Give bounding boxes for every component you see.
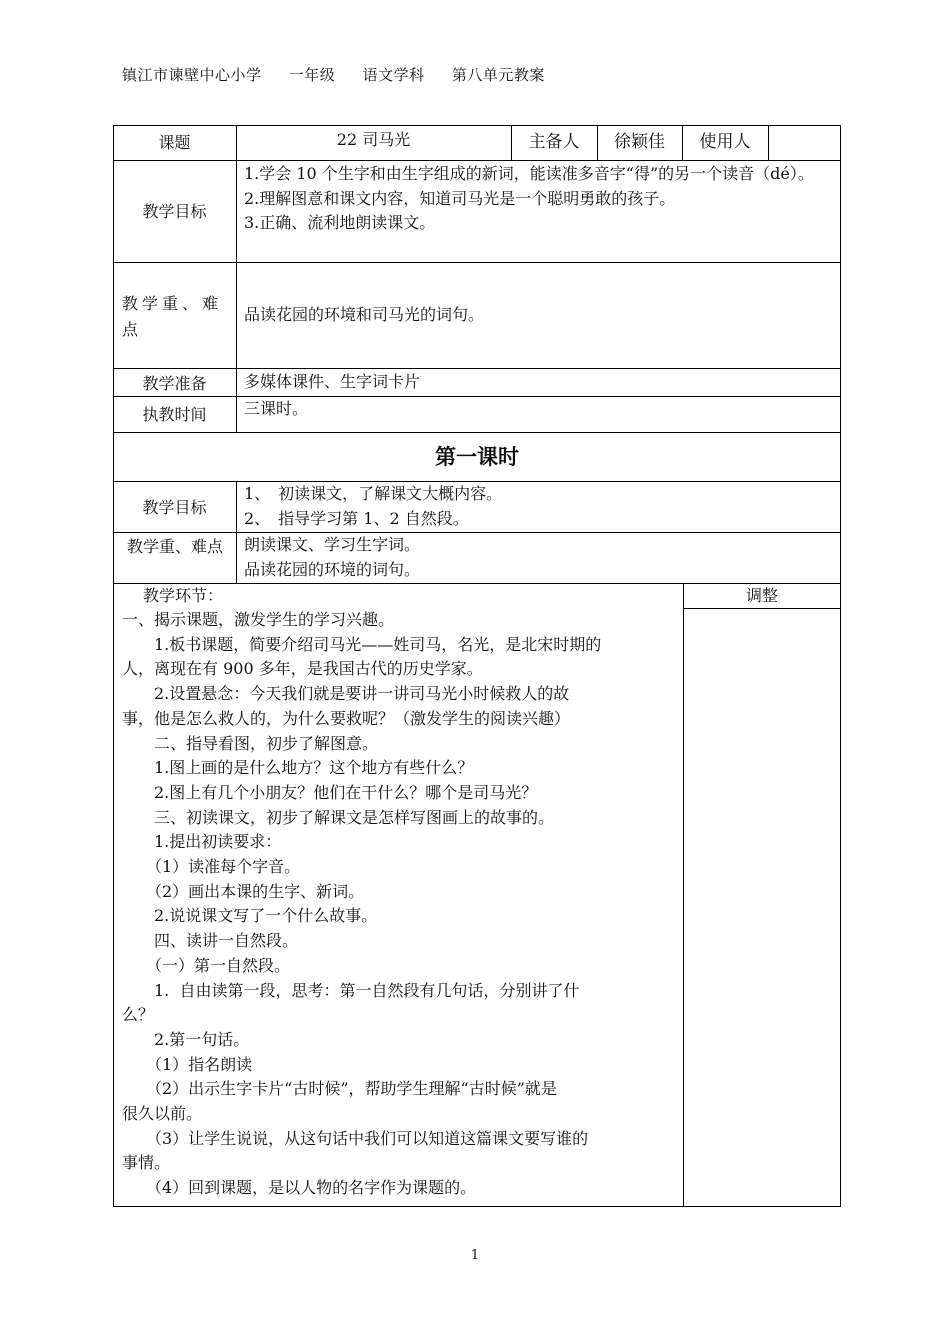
key-points-label: 教学重、难点 xyxy=(122,294,223,339)
teaching-time-value: 三课时。 xyxy=(244,399,309,418)
lesson-key-item: 朗读课文、学习生字词。 xyxy=(244,535,421,554)
process-line: 四、读讲一自然段。 xyxy=(122,931,299,951)
process-line: 2.第一句话。 xyxy=(122,1029,250,1049)
process-line: 1. 自由读第一段，思考：第一自然段有几句话，分别讲了什 xyxy=(122,980,580,1000)
unit-plan: 第八单元教案 xyxy=(451,66,545,84)
lesson-key-item: 品读花园的环境的词句。 xyxy=(244,559,421,579)
process-line: 2.说说课文写了一个什么故事。 xyxy=(122,906,378,926)
process-line: 事情。 xyxy=(122,1153,171,1173)
process-body xyxy=(122,608,678,1201)
process-line: （3）让学生说说，从这句话中我们可以知道这篇课文要写谁的 xyxy=(122,1128,589,1148)
goals-label: 教学目标 xyxy=(142,202,207,221)
document-header xyxy=(122,64,567,85)
goals-list xyxy=(244,162,834,236)
lesson-key-list xyxy=(244,533,834,582)
column-divider xyxy=(683,583,684,1207)
section-title: 第一课时 xyxy=(435,445,519,469)
process-line: 人，离现在有 900 多年，是我国古代的历史学家。 xyxy=(122,659,483,679)
process-line: 很久以前。 xyxy=(122,1104,203,1124)
process-line: 1.图上画的是什么地方？这个地方有些什么？ xyxy=(122,758,474,778)
school-name: 镇江市谏壁中心小学 xyxy=(122,66,262,84)
goal-item: 1.学会 10 个生字和由生字组成的新词，能读准多音字“得”的另一个读音（dé）。 xyxy=(244,164,814,183)
row-divider xyxy=(683,608,841,609)
row-divider xyxy=(113,432,841,433)
process-line: 1.提出初读要求： xyxy=(122,832,282,852)
adjust-label: 调整 xyxy=(745,586,778,605)
process-line: 2.设置悬念：今天我们就是要讲一讲司马光小时候救人的故 xyxy=(122,684,570,704)
user-label: 使用人 xyxy=(699,132,751,152)
process-line: 二、指导看图，初步了解图意。 xyxy=(122,733,379,753)
process-line: （一）第一自然段。 xyxy=(122,955,291,975)
lesson-goal-item: 1、 初读课文，了解课文大概内容。 xyxy=(244,484,503,503)
process-line: 么？ xyxy=(122,1005,155,1025)
process-line: 1.板书课题，简要介绍司马光——姓司马，名光，是北宋时期的 xyxy=(122,634,602,654)
lesson-goals-label: 教学目标 xyxy=(142,498,207,517)
grade: 一年级 xyxy=(288,66,336,84)
preparer-value: 徐颖佳 xyxy=(614,132,665,152)
process-line: 三、初读课文，初步了解课文是怎样写图画上的故事的。 xyxy=(122,807,555,827)
subject: 语文学科 xyxy=(362,66,425,84)
column-divider xyxy=(236,481,237,583)
column-divider xyxy=(236,125,237,432)
goal-item: 3.正确、流利地朗读课文。 xyxy=(244,213,436,232)
key-points-value: 品读花园的环境和司马光的词句。 xyxy=(244,305,485,324)
process-line: （1）读准每个字音。 xyxy=(122,857,301,877)
goal-item: 2.理解图意和课文内容，知道司马光是一个聪明勇敢的孩子。 xyxy=(244,188,676,208)
process-line: （4）回到课题，是以人物的名字作为课题的。 xyxy=(122,1178,477,1198)
lesson-key-label: 教学重、难点 xyxy=(126,537,223,556)
row-divider xyxy=(113,160,841,161)
process-line: 一、揭示课题，激发学生的学习兴趣。 xyxy=(122,610,395,629)
row-divider xyxy=(113,368,841,369)
teaching-time-label: 执教时间 xyxy=(142,405,207,424)
topic-label: 课题 xyxy=(158,133,191,152)
preparation-label: 教学准备 xyxy=(142,374,207,393)
topic-value: 22 司马光 xyxy=(336,130,411,149)
process-line: 2.图上有几个小朋友？他们在干什么？哪个是司马光？ xyxy=(122,782,538,802)
process-line: （1）指名朗读 xyxy=(122,1054,253,1074)
process-line: （2）出示生字卡片“古时候”，帮助学生理解“古时候”就是 xyxy=(122,1079,557,1099)
page-number: 1 xyxy=(470,1248,480,1263)
lesson-goal-item: 2、 指导学习第 1、2 自然段。 xyxy=(244,508,469,528)
preparation-value: 多媒体课件、生字词卡片 xyxy=(244,372,421,391)
row-divider xyxy=(113,262,841,263)
lesson-goals-list xyxy=(244,482,834,531)
preparer-label: 主备人 xyxy=(528,132,580,152)
process-line: （2）画出本课的生字、新词。 xyxy=(122,881,365,901)
process-line: 事，他是怎么救人的，为什么要救呢？（激发学生的阅读兴趣） xyxy=(122,708,571,728)
process-label: 教学环节： xyxy=(143,586,224,605)
column-divider xyxy=(768,125,769,160)
